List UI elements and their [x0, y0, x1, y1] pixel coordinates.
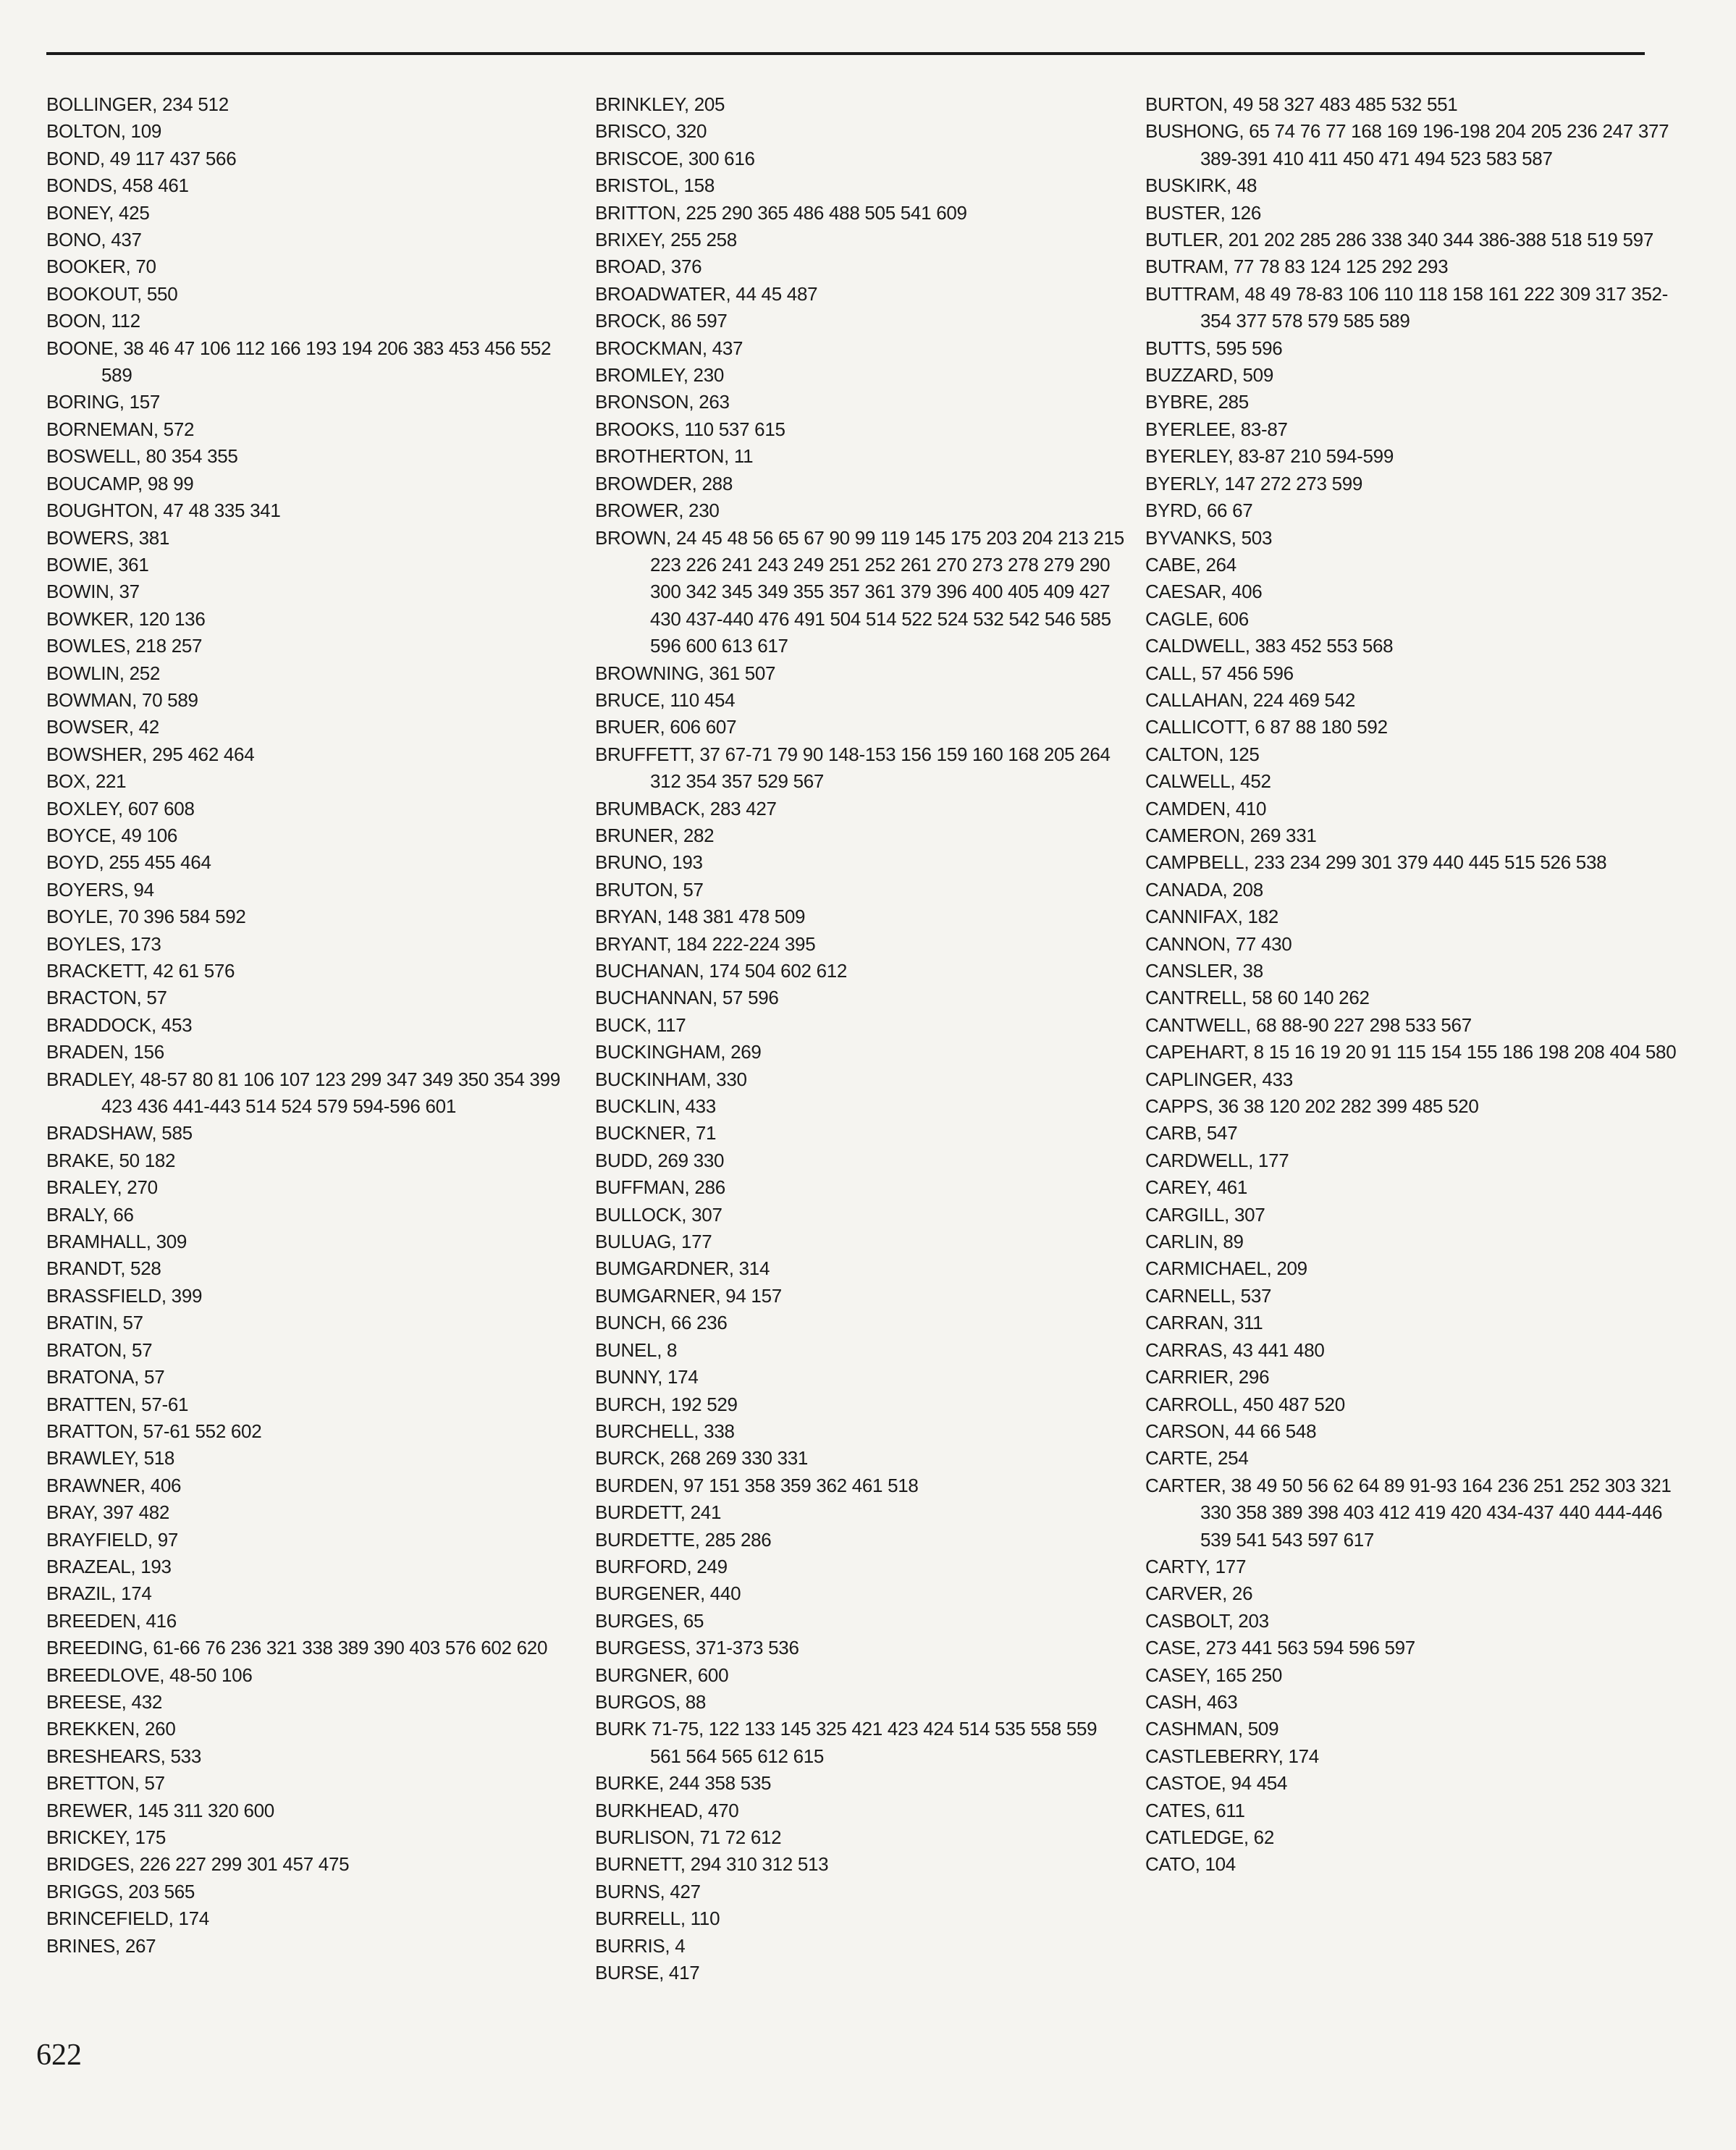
- index-entry: BOX, 221: [46, 770, 127, 793]
- index-entry: BURNS, 427: [595, 1880, 701, 1902]
- index-entry: BURGES, 65: [595, 1609, 704, 1632]
- index-entry: CAPLINGER, 433: [1145, 1068, 1293, 1090]
- index-entry: BURGOS, 88: [595, 1690, 707, 1713]
- index-entry: BOON, 112: [46, 310, 140, 332]
- header-rule: [46, 52, 1645, 55]
- index-entry: BRAWLEY, 518: [46, 1447, 175, 1470]
- index-entry: BOOKER, 70: [46, 256, 156, 278]
- index-entry: BURCK, 268 269 330 331: [595, 1447, 809, 1470]
- index-entry: BYVANKS, 503: [1145, 526, 1273, 549]
- index-entry: CAMDEN, 410: [1145, 797, 1267, 819]
- index-entry: BOUGHTON, 47 48 335 341: [46, 499, 281, 522]
- index-entry: CAGLE, 606: [1145, 607, 1249, 630]
- index-entry: BRISTOL, 158: [595, 174, 715, 197]
- index-entry: BUZZARD, 509: [1145, 364, 1274, 387]
- index-entry: CANTWELL, 68 88-90 227 298 533 567: [1145, 1013, 1472, 1036]
- index-entry: CARDWELL, 177: [1145, 1149, 1289, 1171]
- index-entry: BRATIN, 57: [46, 1312, 143, 1334]
- index-entry: CARSON, 44 66 548: [1145, 1420, 1317, 1442]
- index-entry: BULUAG, 177: [595, 1231, 712, 1253]
- index-entry: BRATTON, 57-61 552 602: [46, 1420, 262, 1442]
- index-entry: BURRELL, 110: [595, 1907, 720, 1930]
- index-entry: BREEDING, 61-66 76 236 321 338 389 390 403 576 602 620: [46, 1637, 548, 1659]
- index-entry: BUTTS, 595 596: [1145, 337, 1283, 359]
- index-entry: BRAYFIELD, 97: [46, 1528, 179, 1551]
- index-entry: CALTON, 125: [1145, 743, 1260, 765]
- index-entry: BRUNO, 193: [595, 851, 703, 874]
- index-entry: BOSWELL, 80 354 355: [46, 445, 238, 468]
- index-entry: BROAD, 376: [595, 256, 702, 278]
- index-entry: CARTER, 38 49 50 56 62 64 89 91-93 164 236 251 252 303 321 330 358 389 398 403 412 419 420 434-437 440 444-446 539 541 543 597 617: [1145, 1474, 1672, 1551]
- index-entry: BOLTON, 109: [46, 120, 162, 143]
- index-entry: BUCKINHAM, 330: [595, 1068, 747, 1090]
- index-entry: BURFORD, 249: [595, 1555, 728, 1577]
- index-entry: BRISCO, 320: [595, 120, 707, 143]
- index-entry: BOWKER, 120 136: [46, 607, 206, 630]
- index-entry: BYERLY, 147 272 273 599: [1145, 472, 1363, 494]
- index-entry: BOYLE, 70 396 584 592: [46, 906, 246, 928]
- index-entry: BORING, 157: [46, 391, 161, 413]
- index-entry: BRUNER, 282: [595, 824, 715, 846]
- index-entry: BUMGARDNER, 314: [595, 1257, 770, 1280]
- index-entry: BUNCH, 66 236: [595, 1312, 728, 1334]
- index-entry: BROCKMAN, 437: [595, 337, 743, 359]
- index-column-3: [1145, 91, 1681, 1879]
- index-entry: BRATONA, 57: [46, 1366, 165, 1388]
- index-entry: BOONE, 38 46 47 106 112 166 193 194 206 383 453 456 552 589: [46, 337, 552, 387]
- index-entry: BROMLEY, 230: [595, 364, 725, 387]
- index-entry: BUSKIRK, 48: [1145, 174, 1257, 197]
- index-entry: BRAMHALL, 309: [46, 1231, 187, 1253]
- index-entry: CARVER, 26: [1145, 1582, 1253, 1605]
- index-entry: BRUFFETT, 37 67-71 79 90 148-153 156 159 160 168 205 264 312 354 357 529 567: [595, 743, 1111, 793]
- index-entry: CASEY, 165 250: [1145, 1664, 1283, 1686]
- page-number: 622: [36, 2039, 82, 2072]
- index-entry: CATES, 611: [1145, 1799, 1245, 1821]
- index-entry: BULLOCK, 307: [595, 1203, 722, 1226]
- index-entry: BURGENER, 440: [595, 1582, 741, 1605]
- index-entry: BUCKNER, 71: [595, 1122, 717, 1144]
- index-entry: CASTLEBERRY, 174: [1145, 1745, 1319, 1767]
- index-entry: BRICKEY, 175: [46, 1826, 167, 1848]
- index-entry: BRAY, 397 482: [46, 1501, 170, 1524]
- index-entry: CARLIN, 89: [1145, 1231, 1244, 1253]
- index-entry: BURKE, 244 358 535: [595, 1772, 772, 1795]
- index-entry: CANSLER, 38: [1145, 960, 1263, 982]
- index-entry: BROWN, 24 45 48 56 65 67 90 99 119 145 175 203 204 213 215 223 226 241 243 249 251 252 261 270 273 278 279 290 300 342 345 349 355 357 361 379 396 400 405 409 427 430 437-440 476 491 504 514 522 524 532 542 546 585 596 600 613 617: [595, 526, 1124, 657]
- index-entry: BUNNY, 174: [595, 1366, 699, 1388]
- index-entry: BYERLEY, 83-87 210 594-599: [1145, 445, 1394, 468]
- index-entry: BURGNER, 600: [595, 1664, 729, 1686]
- index-entry: BURDEN, 97 151 358 359 362 461 518: [595, 1474, 919, 1496]
- index-entry: BOWIN, 37: [46, 581, 140, 603]
- index-entry: BOWERS, 381: [46, 526, 170, 549]
- index-entry: BROOKS, 110 537 615: [595, 418, 785, 440]
- index-entry: BURTON, 49 58 327 483 485 532 551: [1145, 93, 1458, 115]
- index-column-2: [595, 91, 1131, 1986]
- index-entry: CARROLL, 450 487 520: [1145, 1393, 1345, 1415]
- index-entry: BRADLEY, 48-57 80 81 106 107 123 299 347 349 350 354 399 423 436 441-443 514 524 579 594-596 601: [46, 1068, 560, 1118]
- index-entry: CAPEHART, 8 15 16 19 20 91 115 154 155 186 198 208 404 580: [1145, 1041, 1677, 1063]
- index-entry: BURLISON, 71 72 612: [595, 1826, 782, 1848]
- index-entry: CARMICHAEL, 209: [1145, 1257, 1307, 1280]
- index-entry: BROCK, 86 597: [595, 310, 728, 332]
- index-entry: CALDWELL, 383 452 553 568: [1145, 635, 1394, 657]
- index-entry: CARRIER, 296: [1145, 1366, 1270, 1388]
- index-entry: BRINCEFIELD, 174: [46, 1907, 209, 1930]
- index-entry: BOLLINGER, 234 512: [46, 93, 229, 115]
- index-entry: BROWNING, 361 507: [595, 662, 776, 684]
- index-entry: BOWLIN, 252: [46, 662, 161, 684]
- index-entry: BRYANT, 184 222-224 395: [595, 932, 816, 955]
- index-entry: BURKHEAD, 470: [595, 1799, 739, 1821]
- index-entry: CANTRELL, 58 60 140 262: [1145, 987, 1370, 1009]
- index-entry: BOOKOUT, 550: [46, 282, 178, 305]
- index-entry: BOUCAMP, 98 99: [46, 472, 194, 494]
- index-entry: BRACKETT, 42 61 576: [46, 960, 235, 982]
- index-entry: BYBRE, 285: [1145, 391, 1249, 413]
- index-entry: BUCHANNAN, 57 596: [595, 987, 779, 1009]
- index-entry: BRINES, 267: [46, 1934, 156, 1957]
- index-entry: BRUCE, 110 454: [595, 688, 736, 711]
- index-entry: BUCKINGHAM, 269: [595, 1041, 762, 1063]
- index-entry: CALL, 57 456 596: [1145, 662, 1294, 684]
- index-entry: BUTRAM, 77 78 83 124 125 292 293: [1145, 256, 1449, 278]
- index-entry: CAMPBELL, 233 234 299 301 379 440 445 515 526 538: [1145, 851, 1607, 874]
- index-entry: CARRAS, 43 441 480: [1145, 1339, 1325, 1361]
- index-entry: BOWSER, 42: [46, 716, 159, 738]
- index-entry: BUFFMAN, 286: [595, 1176, 725, 1199]
- index-entry: BOWSHER, 295 462 464: [46, 743, 255, 765]
- index-entry: BONDS, 458 461: [46, 174, 189, 197]
- index-entry: CABE, 264: [1145, 553, 1236, 576]
- index-entry: BUTLER, 201 202 285 286 338 340 344 386-388 518 519 597: [1145, 229, 1653, 251]
- index-entry: BRUMBACK, 283 427: [595, 797, 777, 819]
- index-entry: CARNELL, 537: [1145, 1284, 1272, 1307]
- index-entry: BRESHEARS, 533: [46, 1745, 202, 1767]
- index-entry: CARB, 547: [1145, 1122, 1238, 1144]
- index-entry: BURGESS, 371-373 536: [595, 1637, 799, 1659]
- index-entry: BREEDLOVE, 48-50 106: [46, 1664, 253, 1686]
- index-entry: CATLEDGE, 62: [1145, 1826, 1274, 1848]
- index-entry: BRALEY, 270: [46, 1176, 158, 1199]
- index-entry: BRIDGES, 226 227 299 301 457 475: [46, 1853, 350, 1876]
- index-entry: BRATTEN, 57-61: [46, 1393, 189, 1415]
- index-entry: CAPPS, 36 38 120 202 282 399 485 520: [1145, 1095, 1479, 1118]
- index-entry: BRASSFIELD, 399: [46, 1284, 203, 1307]
- index-entry: BREESE, 432: [46, 1690, 163, 1713]
- index-entry: CARTY, 177: [1145, 1555, 1247, 1577]
- index-entry: CALWELL, 452: [1145, 770, 1271, 793]
- index-entry: CASBOLT, 203: [1145, 1609, 1269, 1632]
- index-entry: BUNEL, 8: [595, 1339, 678, 1361]
- index-entry: BRONSON, 263: [595, 391, 730, 413]
- index-entry: BOWIE, 361: [46, 553, 149, 576]
- index-entry: BOND, 49 117 437 566: [46, 147, 237, 169]
- index-entry: BRETTON, 57: [46, 1772, 165, 1795]
- index-column-1: [46, 91, 582, 1960]
- index-entry: BREEDEN, 416: [46, 1609, 177, 1632]
- index-entry: BRIXEY, 255 258: [595, 229, 737, 251]
- index-entry: BYRD, 66 67: [1145, 499, 1253, 522]
- index-entry: BONO, 437: [46, 229, 142, 251]
- index-entry: BOYD, 255 455 464: [46, 851, 211, 874]
- index-entry: BURCHELL, 338: [595, 1420, 735, 1442]
- index-entry: BREKKEN, 260: [46, 1718, 176, 1740]
- index-entry: BURNETT, 294 310 312 513: [595, 1853, 829, 1876]
- index-entry: CALLICOTT, 6 87 88 180 592: [1145, 716, 1388, 738]
- index-entry: BONEY, 425: [46, 201, 150, 224]
- index-entry: CASE, 273 441 563 594 596 597: [1145, 1637, 1415, 1659]
- index-entry: BROWDER, 288: [595, 472, 733, 494]
- index-entry: BOYLES, 173: [46, 932, 161, 955]
- index-entry: BOYCE, 49 106: [46, 824, 178, 846]
- index-entry: CANNIFAX, 182: [1145, 906, 1278, 928]
- index-entry: BROTHERTON, 11: [595, 445, 754, 468]
- index-entry: BRITTON, 225 290 365 486 488 505 541 609: [595, 201, 967, 224]
- index-entry: BREWER, 145 311 320 600: [46, 1799, 274, 1821]
- index-entry: BRINKLEY, 205: [595, 93, 725, 115]
- index-entry: BROWER, 230: [595, 499, 720, 522]
- index-entry: BORNEMAN, 572: [46, 418, 195, 440]
- index-entry: CARRAN, 311: [1145, 1312, 1263, 1334]
- index-entry: CASHMAN, 509: [1145, 1718, 1279, 1740]
- index-entry: BUTTRAM, 48 49 78-83 106 110 118 158 161 222 309 317 352-354 377 578 579 585 589: [1145, 282, 1669, 332]
- index-entry: BRADDOCK, 453: [46, 1013, 193, 1036]
- index-entry: BRAZEAL, 193: [46, 1555, 172, 1577]
- index-entry: CALLAHAN, 224 469 542: [1145, 688, 1356, 711]
- index-entry: BUSHONG, 65 74 76 77 168 169 196-198 204 205 236 247 377 389-391 410 411 450 471 494 523 583 587: [1145, 120, 1669, 169]
- index-entry: CAMERON, 269 331: [1145, 824, 1317, 846]
- index-entry: BROADWATER, 44 45 487: [595, 282, 818, 305]
- index-entry: BOWLES, 218 257: [46, 635, 203, 657]
- index-entry: BRAWNER, 406: [46, 1474, 182, 1496]
- index-entry: BRATON, 57: [46, 1339, 153, 1361]
- index-entry: BRAKE, 50 182: [46, 1149, 176, 1171]
- index-entry: BRUER, 606 607: [595, 716, 737, 738]
- index-entry: CARTE, 254: [1145, 1447, 1249, 1470]
- index-entry: BRACTON, 57: [46, 987, 167, 1009]
- index-entry: BOYERS, 94: [46, 878, 154, 901]
- index-entry: BRANDT, 528: [46, 1257, 161, 1280]
- index-entry: BUDD, 269 330: [595, 1149, 725, 1171]
- index-entry: BRYAN, 148 381 478 509: [595, 906, 806, 928]
- index-entry: BUCHANAN, 174 504 602 612: [595, 960, 848, 982]
- index-entry: BUCK, 117: [595, 1013, 686, 1036]
- index-entry: BRAZIL, 174: [46, 1582, 152, 1605]
- index-entry: CANNON, 77 430: [1145, 932, 1292, 955]
- index-entry: BURDETT, 241: [595, 1501, 722, 1524]
- index-entry: BRIGGS, 203 565: [46, 1880, 195, 1902]
- index-entry: BUMGARNER, 94 157: [595, 1284, 782, 1307]
- index-entry: BRADEN, 156: [46, 1041, 164, 1063]
- index-entry: BURSE, 417: [595, 1962, 700, 1984]
- index-entry: BURDETTE, 285 286: [595, 1528, 772, 1551]
- index-entry: BUSTER, 126: [1145, 201, 1261, 224]
- index-entry: CASH, 463: [1145, 1690, 1238, 1713]
- index-entry: CANADA, 208: [1145, 878, 1263, 901]
- index-entry: BOWMAN, 70 589: [46, 688, 198, 711]
- index-entry: BURK 71-75, 122 133 145 325 421 423 424 514 535 558 559 561 564 565 612 615: [595, 1718, 1097, 1767]
- index-entry: BRISCOE, 300 616: [595, 147, 755, 169]
- index-entry: BYERLEE, 83-87: [1145, 418, 1288, 440]
- index-entry: CAESAR, 406: [1145, 581, 1263, 603]
- index-entry: CATO, 104: [1145, 1853, 1236, 1876]
- index-entry: BOXLEY, 607 608: [46, 797, 195, 819]
- index-entry: CAREY, 461: [1145, 1176, 1248, 1199]
- index-entry: CASTOE, 94 454: [1145, 1772, 1288, 1795]
- index-entry: BRALY, 66: [46, 1203, 134, 1226]
- index-entry: BRADSHAW, 585: [46, 1122, 193, 1144]
- index-entry: BURRIS, 4: [595, 1934, 686, 1957]
- index-entry: BRUTON, 57: [595, 878, 704, 901]
- index-entry: BUCKLIN, 433: [595, 1095, 716, 1118]
- index-entry: BURCH, 192 529: [595, 1393, 738, 1415]
- index-entry: CARGILL, 307: [1145, 1203, 1265, 1226]
